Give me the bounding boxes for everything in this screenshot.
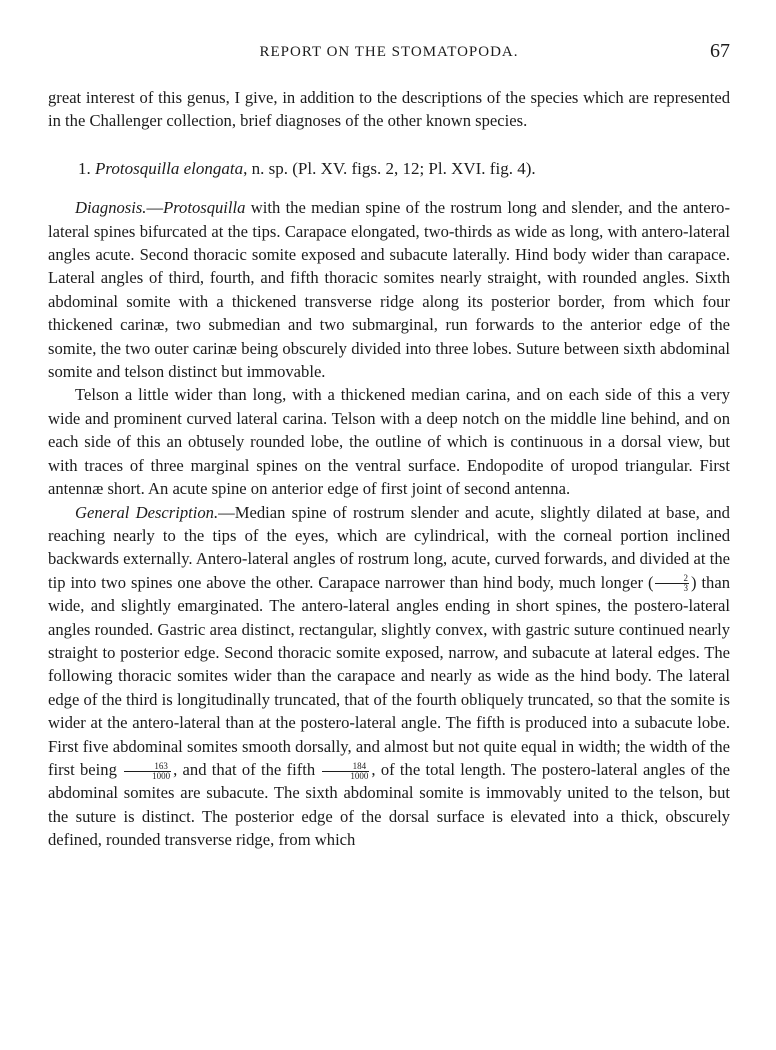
diagnosis-label: Diagnosis. <box>75 198 147 218</box>
general-text-2: than wide, and slightly emarginated. The antero-lateral angles ending in short spines, the postero-lateral angles rounded. Gastric area distinct, rectangular, slightly convex, with gastric suture continued nearly straight to posterior edge. Second thoracic somite exposed, narrow, and subacute at lateral edges. The following thoracic somites wider than the carapace and nearly as wide as the hind body. The lateral edge of the third is longitudinally truncated, that of the fourth obliquely truncated, so that the somite is wider at the antero-lateral than at the postero-lateral angle. The fifth is produced into a subacute lobe. First five abdominal somites smooth dorsally, and almost but not quite equal in width; the width of the first being <box>48 572 731 779</box>
fraction-close: ) <box>690 572 697 592</box>
general-dash: — <box>218 502 235 522</box>
species-reference: , n. sp. (Pl. XV. figs. 2, 12; Pl. XVI. fig. 4). <box>243 158 536 178</box>
general-text-3: , and that of the fifth <box>173 759 321 779</box>
diagnosis-dash: — <box>146 198 164 218</box>
fraction-numerator: 2 <box>655 574 689 584</box>
intro-paragraph: great interest of this genus, I give, in addition to the descriptions of the species which are represented in the Challenger collection, brief diagnoses of the other known species. <box>48 88 730 131</box>
species-heading <box>48 157 730 180</box>
text-body <box>48 86 730 852</box>
genus-name: Protosquilla <box>163 198 246 218</box>
general-description-paragraph <box>48 501 730 852</box>
running-head: REPORT ON THE STOMATOPODA. <box>259 44 519 60</box>
fraction-184 <box>322 762 369 781</box>
page-number: 67 <box>710 40 730 62</box>
general-text-4: , of the total length. The postero-lateral angles of the abdominal somites are subacute. The sixth abdominal somite is immovably united to the telson, but the suture is distinct. The posterior edge of the dorsal surface is elevated into a thick, obscurely defined, rounded transverse ridge, from which <box>48 759 730 850</box>
general-description-label: General Description. <box>75 502 219 522</box>
fraction-denominator: 1000 <box>350 770 369 781</box>
fraction-numerator: 163 <box>124 762 171 772</box>
fraction-numerator: 184 <box>322 762 369 772</box>
fraction-denominator: 3 <box>683 583 688 594</box>
fraction-163 <box>124 762 171 781</box>
fraction-two-thirds <box>655 574 689 593</box>
diagnosis-paragraph <box>48 196 730 383</box>
species-number: 1. <box>78 158 91 178</box>
diagnosis-text: with the median spine of the rostrum long and slender, and the antero-lateral spines bifurcated at the tips. Carapace elongated, two-thirds as wide as long, with antero-lateral angles acute. Second thoracic somite exposed and subacute laterally. Hind body wider than carapace. Lateral angles of third, fourth, and fifth thoracic somites nearly straight, with rounded angles. Sixth abdominal somite with a thickened transverse ridge along its posterior border, from which four thickened carinæ, two submedian and two submarginal, run forwards to the anterior edge of the somite, the two outer carinæ being obscurely divided into three lobes. Suture between sixth abdominal somite and telson distinct but immovable. <box>48 198 730 382</box>
general-text-1: Median spine of rostrum slender and acute, slightly dilated at base, and reaching nearly to the tips of the eyes, which are cylindrical, with the corneal portion inclined backwards externally. Antero-lateral angles of rostrum long, acute, curved forwards, and divided at the tip into two spines one above the other. Carapace narrower than hind body, much longer ( <box>48 502 730 592</box>
telson-paragraph: Telson a little wider than long, with a thickened median carina, and on each side of this a very wide and prominent curved lateral carina. Telson with a deep notch on the middle line behind, and on each side of this an obtusely rounded lobe, the outline of which is continuous in a dorsal view, but with traces of three marginal spines on the ventral surface. Endopodite of uropod triangular. First antennæ short. An acute spine on anterior edge of first joint of second antenna. <box>48 385 730 499</box>
page-header <box>48 40 730 64</box>
species-name: Protosquilla elongata <box>95 158 244 178</box>
fraction-denominator: 1000 <box>152 770 171 781</box>
